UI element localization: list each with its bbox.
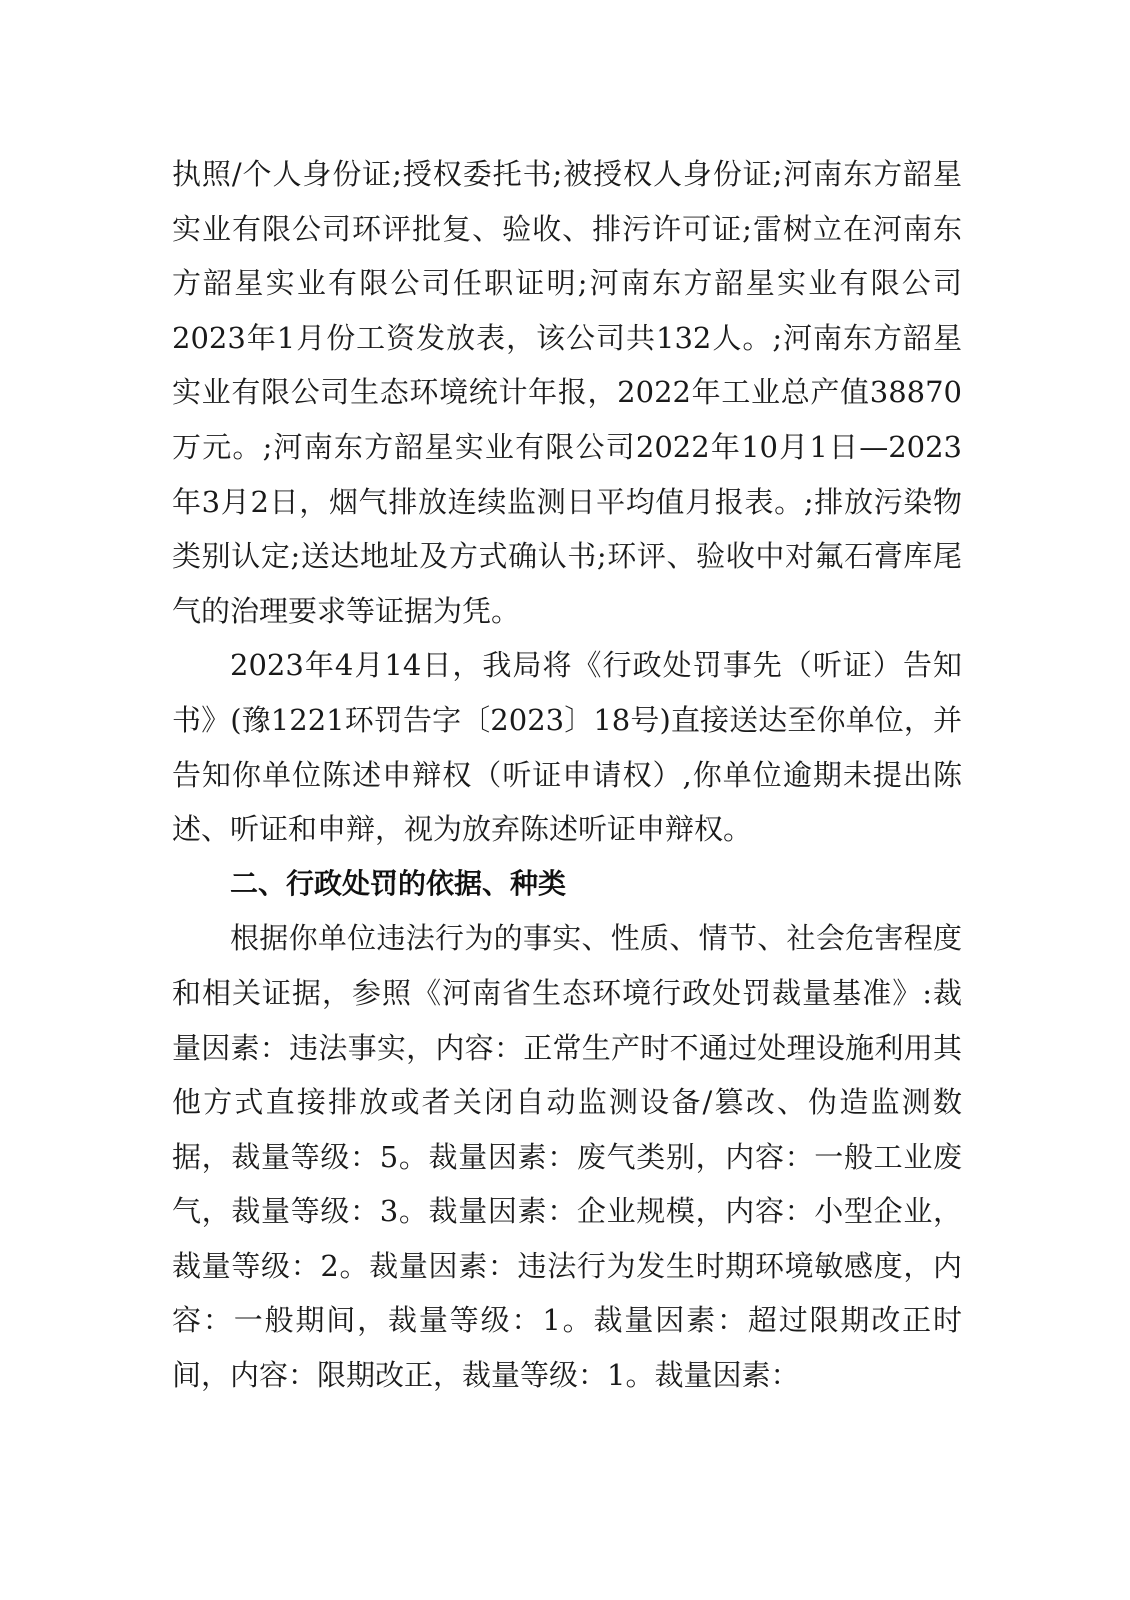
section-heading: 二、行政处罚的依据、种类 [230,866,567,900]
document-body [172,147,962,1403]
evidence-paragraph: 执照/个人身份证;授权委托书;被授权人身份证;河南东方韶星实业有限公司环评批复、验收、排污许可证;雷树立在河南东方韶星实业有限公司任职证明;河南东方韶星实业有限公司2023年1月份工资发放表，该公司共132人。;河南东方韶星实业有限公司生态环境统计年报，2022年工业总产值38870万元。;河南东方韶星实业有限公司2022年10月1日—2023年3月2日，烟气排放连续监测日平均值月报表。;排放污染物类别认定;送达地址及方式确认书;环评、验收中对氟石膏库尾气的治理要求等证据为凭。 [172,157,962,628]
discretion-paragraph: 根据你单位违法行为的事实、性质、情节、社会危害程度和相关证据，参照《河南省生态环境行政处罚裁量基准》:裁量因素：违法事实，内容：正常生产时不通过处理设施利用其他方式直接排放或者关闭自动监测设备/篡改、伪造监测数据，裁量等级：5。裁量因素：废气类别，内容：一般工业废气，裁量等级：3。裁量因素：企业规模，内容：小型企业，裁量等级：2。裁量因素：违法行为发生时期环境敏感度，内容：一般期间，裁量等级：1。裁量因素：超过限期改正时间，内容：限期改正，裁量等级：1。裁量因素： [172,921,962,1393]
notice-paragraph: 2023年4月14日，我局将《行政处罚事先（听证）告知书》(豫1221环罚告字〔2023〕18号)直接送达至你单位，并告知你单位陈述申辩权（听证申请权）,你单位逾期未提出陈述、听证和申辩，视为放弃陈述听证申辩权。 [172,648,962,847]
